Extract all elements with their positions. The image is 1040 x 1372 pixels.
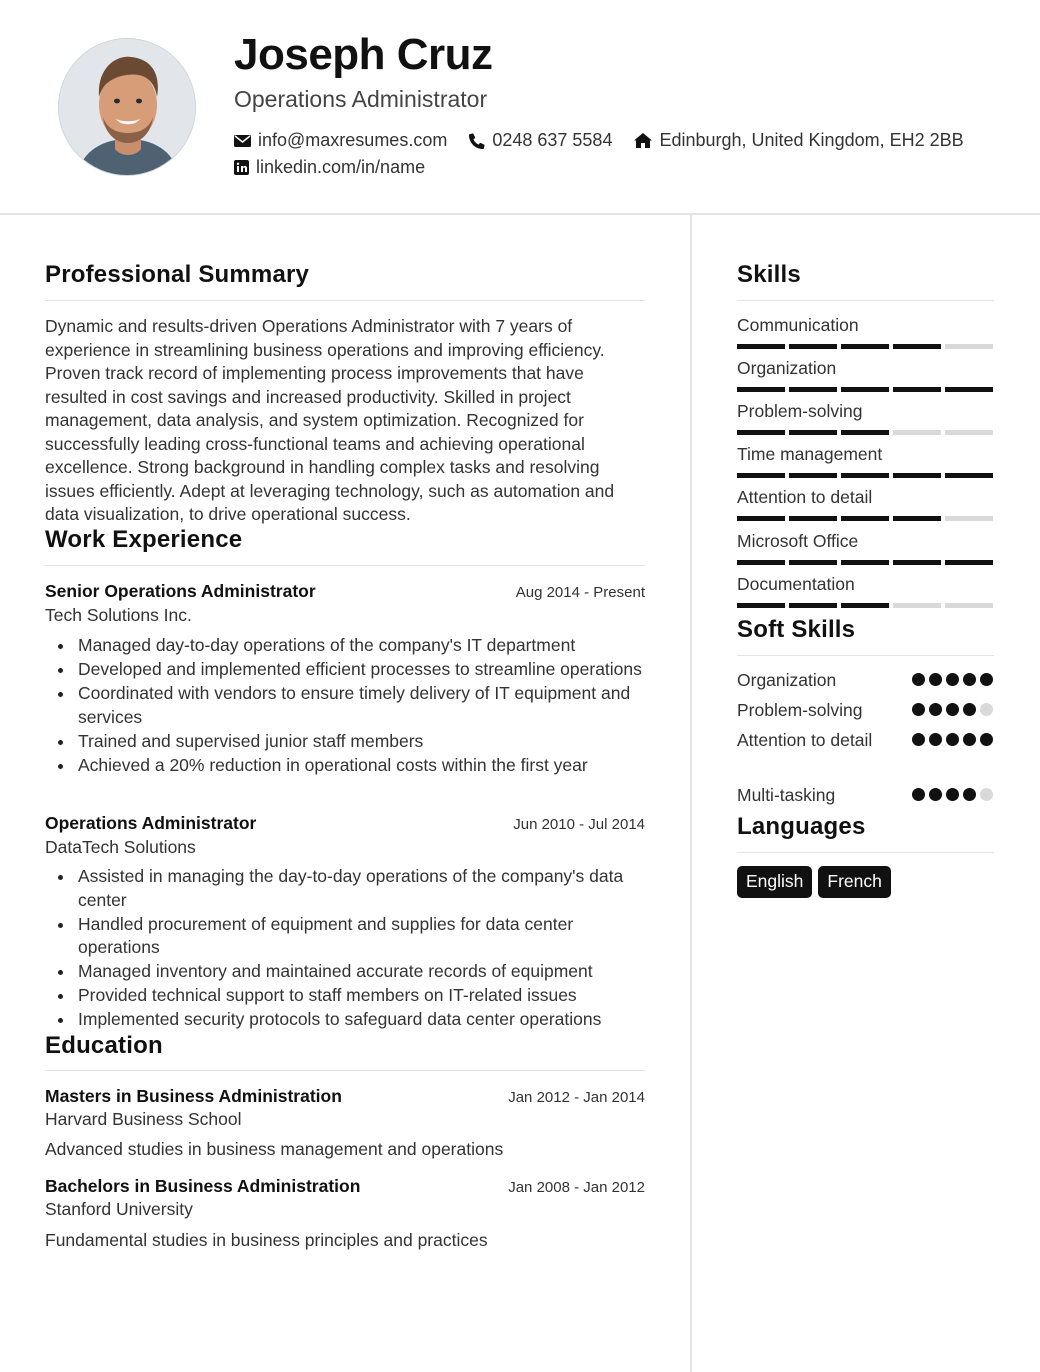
home-icon — [634, 133, 652, 148]
skill-label: Communication — [737, 315, 859, 335]
list-item: Provided technical support to staff members on IT-related issues — [78, 984, 646, 1008]
linkedin-text: linkedin.com/in/name — [256, 157, 426, 177]
phone-icon — [469, 133, 485, 149]
soft-skill-item — [737, 783, 993, 808]
education-dates: Jan 2012 - Jan 2014 — [508, 1089, 645, 1106]
skill-level-segment — [945, 344, 993, 349]
summary-text: Dynamic and results-driven Operations Administrator with 7 years of experience in streamlining business operations and improving efficiency. Proven track record of implementing process improvements that have resulted in cost savings and increased productivity. Skilled in project management, data analysis, and system optimization. Recognized for successfully leading cross-functional teams and achieving operational excellence. Strong background in handling complex tasks and resolving issues efficiently. Adept at leveraging technology, such as automation and data visualization, to drive operational success. — [45, 316, 615, 524]
list-item: Achieved a 20% reduction in operational costs within the first year — [78, 754, 646, 778]
summary-heading: Professional Summary — [45, 261, 310, 288]
job-company: Tech Solutions Inc. — [45, 605, 192, 625]
skill-label: Organization — [737, 358, 837, 378]
job-role: Senior Operations Administrator — [45, 581, 316, 601]
skill-level-segment — [789, 560, 837, 565]
skill-level-segment — [841, 344, 889, 349]
skill-level-segment — [945, 430, 993, 435]
section-rule — [45, 565, 645, 566]
skill-level-segment — [893, 430, 941, 435]
school-name: Stanford University — [45, 1199, 193, 1219]
skill-level-segment — [945, 473, 993, 478]
contact-email[interactable] — [234, 130, 447, 151]
skill-level-segment — [737, 560, 785, 565]
contact-row — [234, 130, 986, 151]
rating-dot — [980, 703, 993, 716]
education-dates: Jan 2008 - Jan 2012 — [508, 1179, 645, 1196]
skill-level-segment — [893, 387, 941, 392]
rating-dot — [980, 788, 993, 801]
phone-text: 0248 637 5584 — [492, 130, 613, 150]
contact-phone[interactable] — [469, 130, 612, 151]
rating-dot — [912, 673, 925, 686]
education-description: Advanced studies in business management and operations — [45, 1139, 504, 1159]
degree-title: Masters in Business Administration — [45, 1086, 342, 1106]
rating-dot — [912, 703, 925, 716]
skill-level-segment — [841, 560, 889, 565]
section-rule — [737, 655, 994, 656]
skill-level-segment — [789, 516, 837, 521]
rating-dot — [929, 703, 942, 716]
email-text: info@maxresumes.com — [258, 130, 448, 150]
soft-skill-label: Organization — [737, 670, 837, 690]
column-divider — [690, 215, 692, 1372]
education-header — [45, 1086, 645, 1107]
list-item: Managed inventory and maintained accurate records of equipment — [78, 960, 646, 984]
skill-level-segment — [841, 387, 889, 392]
rating-dot — [929, 733, 942, 746]
skill-level-bar — [737, 603, 993, 608]
soft-skill-rating — [912, 733, 993, 753]
skill-item — [737, 444, 993, 478]
contact-linkedin[interactable] — [234, 157, 425, 178]
soft-skill-rating — [912, 788, 993, 808]
skill-item — [737, 574, 993, 608]
skill-level-segment — [789, 387, 837, 392]
list-item: Trained and supervised junior staff members — [78, 730, 646, 754]
skill-label: Microsoft Office — [737, 531, 859, 551]
skill-item — [737, 487, 993, 521]
rating-dot — [912, 788, 925, 801]
job-role: Operations Administrator — [45, 813, 257, 833]
skill-level-segment — [945, 387, 993, 392]
contact-row — [234, 157, 447, 178]
list-item: Managed day-to-day operations of the company's IT department — [78, 634, 646, 658]
languages-heading: Languages — [737, 813, 866, 840]
rating-dot — [963, 788, 976, 801]
skill-level-segment — [789, 603, 837, 608]
address-text: Edinburgh, United Kingdom, EH2 2BB — [659, 130, 964, 150]
skill-level-segment — [789, 344, 837, 349]
skill-level-segment — [945, 560, 993, 565]
skill-level-segment — [737, 387, 785, 392]
rating-dot — [980, 673, 993, 686]
skill-level-bar — [737, 516, 993, 521]
skill-level-bar — [737, 387, 993, 392]
skill-level-segment — [789, 430, 837, 435]
envelope-icon — [234, 134, 251, 148]
list-item: Coordinated with vendors to ensure timely delivery of IT equipment and services — [78, 682, 646, 729]
skill-level-segment — [893, 473, 941, 478]
rating-dot — [963, 673, 976, 686]
soft-skill-item — [737, 728, 993, 753]
list-item: Assisted in managing the day-to-day operations of the company's data center — [78, 865, 646, 912]
experience-heading: Work Experience — [45, 526, 243, 553]
job-header — [45, 813, 645, 834]
linkedin-icon — [234, 160, 249, 175]
skill-label: Problem-solving — [737, 401, 863, 421]
soft-skills-heading: Soft Skills — [737, 616, 856, 643]
skill-level-segment — [893, 560, 941, 565]
soft-skill-label: Attention to detail — [737, 730, 873, 750]
skill-level-segment — [893, 603, 941, 608]
degree-title: Bachelors in Business Administration — [45, 1176, 361, 1196]
soft-skill-label: Problem-solving — [737, 700, 863, 720]
list-item: Handled procurement of equipment and supplies for data center operations — [78, 913, 646, 960]
skill-level-segment — [945, 603, 993, 608]
rating-dot — [946, 788, 959, 801]
skill-label: Time management — [737, 444, 883, 464]
job-dates: Aug 2014 - Present — [515, 584, 645, 601]
education-description: Fundamental studies in business principles and practices — [45, 1230, 488, 1250]
rating-dot — [946, 733, 959, 746]
language-tag: French — [818, 866, 890, 898]
section-rule — [737, 300, 994, 301]
avatar — [58, 38, 196, 176]
skill-level-bar — [737, 430, 993, 435]
skill-item — [737, 315, 993, 349]
skill-level-segment — [841, 603, 889, 608]
skills-heading: Skills — [737, 261, 801, 288]
education-header — [45, 1176, 645, 1197]
rating-dot — [946, 703, 959, 716]
contact-address — [634, 130, 963, 151]
skill-item — [737, 531, 993, 565]
candidate-name: Joseph Cruz — [234, 30, 493, 79]
skill-level-segment — [841, 516, 889, 521]
job-header — [45, 581, 645, 602]
skill-level-bar — [737, 344, 993, 349]
soft-skill-item — [737, 698, 993, 723]
soft-skill-rating — [912, 703, 993, 723]
skill-label: Attention to detail — [737, 487, 873, 507]
rating-dot — [912, 733, 925, 746]
skill-level-segment — [737, 430, 785, 435]
skill-level-segment — [737, 603, 785, 608]
education-heading: Education — [45, 1032, 163, 1059]
rating-dot — [963, 733, 976, 746]
school-name: Harvard Business School — [45, 1109, 242, 1129]
job-bullets — [78, 634, 646, 778]
job-bullets — [78, 865, 646, 1032]
rating-dot — [980, 733, 993, 746]
languages-list — [737, 866, 891, 898]
job-company: DataTech Solutions — [45, 837, 196, 857]
skill-item — [737, 401, 993, 435]
skill-level-segment — [893, 344, 941, 349]
skill-level-segment — [737, 473, 785, 478]
soft-skill-label: Multi-tasking — [737, 785, 836, 805]
skill-level-segment — [841, 430, 889, 435]
resume-header — [0, 0, 1040, 215]
list-item: Implemented security protocols to safeguard data center operations — [78, 1008, 646, 1032]
skill-item — [737, 358, 993, 392]
rating-dot — [929, 788, 942, 801]
skill-level-segment — [945, 516, 993, 521]
job-dates: Jun 2010 - Jul 2014 — [513, 816, 645, 833]
skill-level-segment — [893, 516, 941, 521]
rating-dot — [946, 673, 959, 686]
candidate-title: Operations Administrator — [234, 86, 488, 112]
language-tag: English — [737, 866, 812, 898]
skill-level-segment — [789, 473, 837, 478]
skill-level-segment — [737, 344, 785, 349]
rating-dot — [929, 673, 942, 686]
avatar-portrait-icon — [59, 39, 196, 176]
skill-level-segment — [841, 473, 889, 478]
skill-level-segment — [737, 516, 785, 521]
section-rule — [45, 1070, 645, 1071]
skill-level-bar — [737, 560, 993, 565]
skill-level-bar — [737, 473, 993, 478]
soft-skill-rating — [912, 673, 993, 693]
section-rule — [45, 300, 645, 301]
skill-label: Documentation — [737, 574, 855, 594]
list-item: Developed and implemented efficient processes to streamline operations — [78, 658, 646, 682]
section-rule — [737, 852, 994, 853]
rating-dot — [963, 703, 976, 716]
soft-skill-item — [737, 668, 993, 693]
